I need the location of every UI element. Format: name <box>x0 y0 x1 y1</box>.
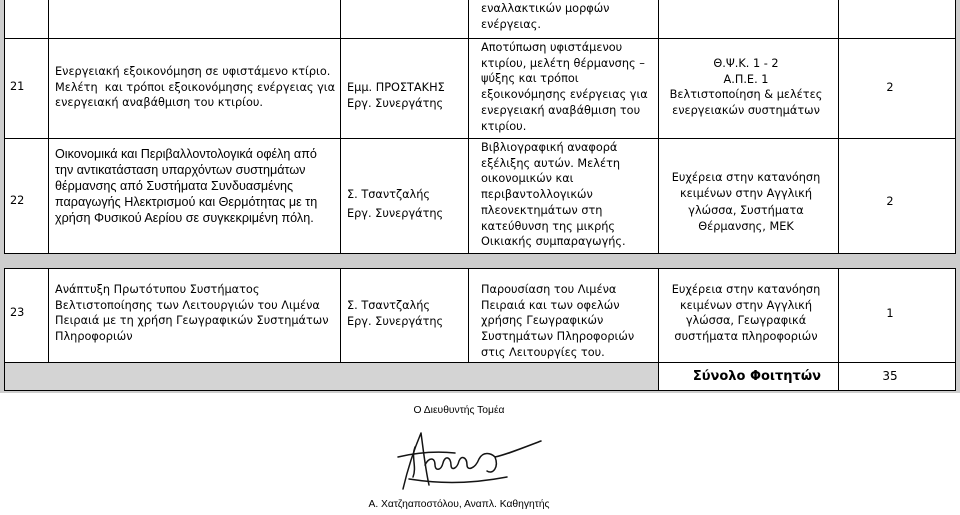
description-cell <box>469 269 658 362</box>
supervisor-line: Σ. Τσαντζαλής <box>347 299 431 312</box>
projects-table-lower <box>4 268 956 391</box>
title-line: Πληροφοριών <box>55 330 133 344</box>
total-label-cell <box>659 363 838 390</box>
description-line: Πειραιά και των οφελών <box>481 298 620 312</box>
prerequisite-line: Θ.Ψ.Κ. 1 - 2 <box>713 57 779 70</box>
total-students-value: 35 <box>882 369 898 383</box>
supervisor-text <box>347 298 443 329</box>
description-line: περιβαντολλογικών <box>481 188 593 202</box>
title-line: παραγωγής Ηλεκτρισμού και Θερμότητας με τη <box>55 195 318 209</box>
title-line: ενεργειακή αναβάθμιση του κτιρίου. <box>55 96 264 110</box>
row-number: 23 <box>10 306 25 319</box>
title-line: Οικονομικά και Περιβαλλοντολογικά οφέλη από <box>55 147 317 161</box>
supervisor-line: Σ. Τσαντζαλής <box>347 188 431 201</box>
prerequisite-line: Ευχέρεια στην κατανόηση <box>671 283 821 296</box>
students-cell <box>839 39 955 138</box>
description-text <box>481 40 648 134</box>
prerequisite-line: γλώσσα, Συστήματα <box>688 203 804 217</box>
prerequisite-line: κειμένων στην Αγγλική <box>680 298 812 312</box>
signatory-role: Ο Διευθυντής Τομέα <box>413 405 505 416</box>
supervisor-cell <box>341 0 468 38</box>
title-line: Πειραιά με τη χρήση Γεωγραφικών Συστημάτων <box>55 314 329 328</box>
prerequisite-line: ενεργειακών συστημάτων <box>672 104 820 118</box>
row-number-cell <box>5 39 48 138</box>
description-cell <box>469 139 658 253</box>
description-line: Βιβλιογραφική αναφορά <box>481 141 618 154</box>
title-line: Μελέτη και τρόποι εξοικονόμησης ενέργειας για <box>55 80 336 94</box>
title-line: Ενεργειακή εξοικονόμηση σε υφιστάμενο κτίριο. <box>55 65 331 78</box>
prerequisites-cell <box>659 0 838 38</box>
row-number: 21 <box>10 80 25 93</box>
description-cell <box>469 0 658 38</box>
students-cell <box>839 0 955 38</box>
row-number-cell <box>5 269 48 362</box>
title-line: χρήση Φυσικού Αερίου σε συγκεκριμένη πόλη. <box>55 211 314 225</box>
description-text <box>481 140 626 250</box>
supervisor-line: Εργ. Συνεργάτης <box>347 96 444 110</box>
prerequisites-text <box>659 282 833 345</box>
total-row-spacer <box>5 363 658 390</box>
title-line: την αντικατάσταση υπαρχόντων συστημάτων <box>55 163 306 177</box>
description-line: Αποτύπωση υφιστάμενου <box>481 41 623 54</box>
description-text <box>481 282 634 361</box>
description-line: εξέλιξης αυτών. Μελέτη <box>481 156 621 170</box>
prerequisites-cell <box>659 139 838 253</box>
title-text <box>55 146 317 226</box>
description-line: κτιρίου, μελέτη θέρμανσης – <box>481 56 645 70</box>
total-students-label: Σύνολο Φοιτητών <box>692 369 821 384</box>
title-cell <box>49 0 340 38</box>
prerequisite-line: γλώσσα, Γεωγραφικά <box>685 314 807 328</box>
title-text <box>55 282 329 345</box>
students-cell <box>839 269 955 362</box>
description-line: Συστημάτων Πληροφοριών <box>481 330 635 344</box>
description-line: ενέργειας. <box>481 17 541 31</box>
supervisor-text <box>347 80 445 111</box>
description-line: πλεονεκτημάτων στη <box>481 203 603 217</box>
students-count: 2 <box>886 81 894 94</box>
description-cell <box>469 39 658 138</box>
description-line: κτιρίου. <box>481 119 527 133</box>
projects-table-upper <box>4 0 956 254</box>
supervisor-cell <box>341 139 468 253</box>
description-text <box>481 1 609 32</box>
students-cell <box>839 139 955 253</box>
row-number-cell <box>5 0 48 38</box>
supervisor-text <box>347 185 443 223</box>
supervisor-cell <box>341 269 468 362</box>
supervisor-line: Εμμ. ΠΡΟΣΤΑΚΗΣ <box>347 81 445 94</box>
total-value-cell <box>839 363 955 390</box>
description-line: ενεργειακή αναβάθμιση του <box>481 103 641 117</box>
title-cell <box>49 269 340 362</box>
title-cell <box>49 139 340 253</box>
handwritten-signature-icon <box>395 427 545 497</box>
students-count: 1 <box>886 307 894 320</box>
row-number-cell <box>5 139 48 253</box>
students-count: 2 <box>886 195 894 208</box>
prerequisite-line: Ευχέρεια στην κατανόηση <box>671 171 821 184</box>
description-line: εναλλακτικών μορφών <box>481 2 610 15</box>
title-text <box>55 64 335 111</box>
supervisor-cell <box>341 39 468 138</box>
supervisor-line: Εργ. Συνεργάτης <box>347 314 444 328</box>
title-line: θέρμανσης από Συστήματα Συνδυασμένης <box>55 179 294 193</box>
prerequisite-line: Βελτιστοποίηση & μελέτες <box>669 88 823 102</box>
description-line: χρήσης Γεωγραφικών <box>481 314 604 328</box>
description-line: εξοικονόμησης ενέργειας για <box>481 88 648 102</box>
prerequisite-line: Α.Π.Ε. 1 <box>723 72 769 86</box>
description-line: Οικιακής συμπαραγωγής. <box>481 235 626 249</box>
description-line: Παρουσίαση του Λιμένα <box>481 283 617 296</box>
supervisor-line: Εργ. Συνεργάτης <box>347 207 444 220</box>
title-line: Βελτιστοποίησης των Λειτουργιών του Λιμένα <box>55 298 320 312</box>
description-line: στις Λειτουργίες του. <box>481 345 605 359</box>
prerequisite-line: συστήματα πληροφοριών <box>674 330 818 344</box>
prerequisites-cell <box>659 39 838 138</box>
prerequisite-line: Θέρμανσης, ΜΕΚ <box>698 219 794 233</box>
description-line: ψύξης και τρόποι <box>481 72 579 86</box>
prerequisites-cell <box>659 269 838 362</box>
prerequisites-text <box>659 170 833 235</box>
description-line: οικονομικών και <box>481 172 574 186</box>
title-cell <box>49 39 340 138</box>
row-number: 22 <box>10 194 25 207</box>
prerequisites-text <box>659 56 833 119</box>
title-line: Ανάπτυξη Πρωτότυπου Συστήματος <box>55 283 260 296</box>
description-line: κατεύθυνση της μικρής <box>481 219 616 233</box>
prerequisite-line: κειμένων στην Αγγλική <box>680 187 812 201</box>
signatory-name: Α. Χατζηαποστόλου, Αναπλ. Καθηγητής <box>368 499 550 510</box>
